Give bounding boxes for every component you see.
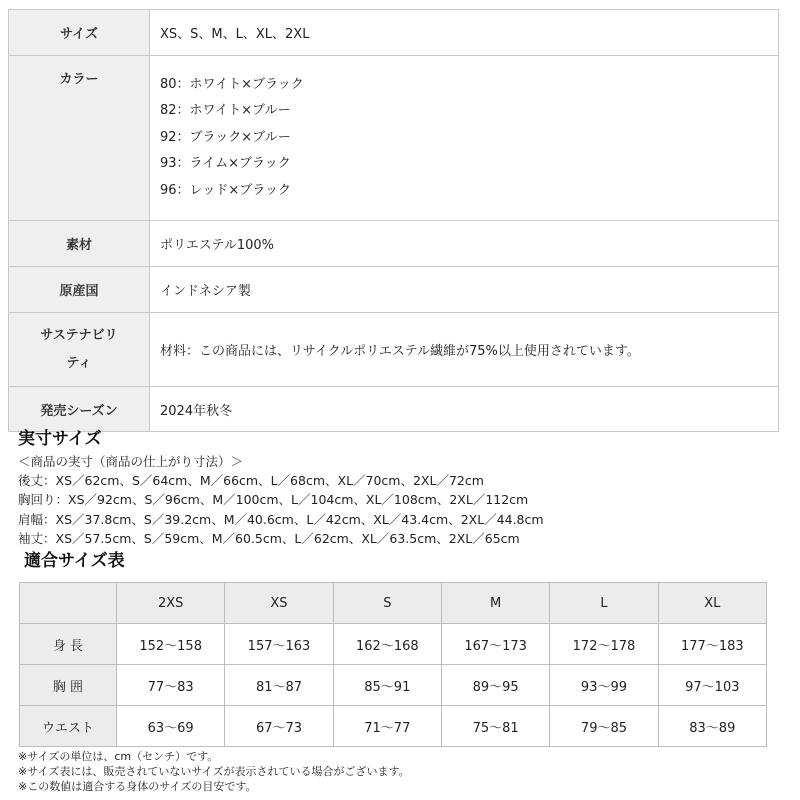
color-item: 80：ホワイト×ブラック: [160, 76, 304, 92]
spec-label: 発売シーズン: [9, 387, 150, 432]
spec-row-size: [9, 10, 779, 56]
size-cell: 77〜83: [117, 665, 225, 706]
spec-row-material: [9, 221, 779, 267]
size-header-row: [20, 583, 767, 624]
size-cell: 85〜91: [333, 665, 441, 706]
size-cell: 177〜183: [658, 624, 766, 665]
measurements-subtitle: ＜商品の実寸（商品の仕上がり寸法）＞: [18, 454, 244, 469]
size-column-header: M: [441, 583, 549, 624]
spec-label: カラー: [9, 56, 150, 221]
size-cell: 167〜173: [441, 624, 549, 665]
size-notes: [18, 749, 410, 794]
size-cell: 97〜103: [658, 665, 766, 706]
spec-value: 2024年秋冬: [150, 387, 779, 432]
size-cell: 75〜81: [441, 706, 549, 747]
size-column-header: L: [550, 583, 658, 624]
size-cell: 81〜87: [225, 665, 333, 706]
spec-label: 素材: [9, 221, 150, 267]
measurement-line: 肩幅：XS／37.8cm、S／39.2cm、M／40.6cm、L／42cm、XL／43.4cm、2XL／44.8cm: [18, 511, 544, 527]
spec-row-season: [9, 387, 779, 432]
size-cell: 89〜95: [441, 665, 549, 706]
size-chart-table: [19, 582, 767, 747]
size-cell: 93〜99: [550, 665, 658, 706]
measurements-block: [18, 452, 544, 548]
size-cell: 157〜163: [225, 624, 333, 665]
size-cell: 67〜73: [225, 706, 333, 747]
size-cell: 152〜158: [117, 624, 225, 665]
size-cell: 162〜168: [333, 624, 441, 665]
spec-label-line: サステナビリ: [40, 327, 118, 343]
measurements-title: 実寸サイズ: [18, 429, 102, 449]
color-item: 82：ホワイト×ブルー: [160, 103, 291, 119]
note-line: ※サイズ表には、販売されていないサイズが表示されている場合がございます。: [18, 765, 410, 778]
spec-label-line: ティ: [66, 355, 92, 371]
size-table-title: 適合サイズ表: [24, 551, 125, 571]
spec-value: インドネシア製: [150, 267, 779, 313]
spec-value: [150, 56, 779, 221]
spec-label: [9, 313, 150, 387]
spec-value: XS、S、M、L、XL、2XL: [150, 10, 779, 56]
spec-value: ポリエステル100%: [150, 221, 779, 267]
size-row-header: ウエスト: [20, 706, 117, 747]
size-column-header: XL: [658, 583, 766, 624]
size-cell: 63〜69: [117, 706, 225, 747]
size-row-height: [20, 624, 767, 665]
measurement-line: 後丈：XS／62cm、S／64cm、M／66cm、L／68cm、XL／70cm、2XL／72cm: [18, 473, 484, 489]
size-cell: 172〜178: [550, 624, 658, 665]
spec-label: 原産国: [9, 267, 150, 313]
size-column-header: 2XS: [117, 583, 225, 624]
measurement-line: 袖丈：XS／57.5cm、S／59cm、M／60.5cm、L／62cm、XL／63.5cm、2XL／65cm: [18, 530, 520, 546]
spec-row-sustainability: [9, 313, 779, 387]
size-column-header: XS: [225, 583, 333, 624]
spec-label: サイズ: [9, 10, 150, 56]
size-cell: 71〜77: [333, 706, 441, 747]
size-cell: 83〜89: [658, 706, 766, 747]
size-row-waist: [20, 706, 767, 747]
color-item: 92：ブラック×ブルー: [160, 129, 291, 145]
color-item: 93：ライム×ブラック: [160, 156, 291, 172]
note-line: ※サイズの単位は、cm（センチ）です。: [18, 750, 219, 763]
size-cell: 79〜85: [550, 706, 658, 747]
size-row-chest: [20, 665, 767, 706]
size-row-header: 胸 囲: [20, 665, 117, 706]
color-item: 96：レッド×ブラック: [160, 182, 292, 198]
size-column-header: S: [333, 583, 441, 624]
note-line: ※この数値は適合する身体のサイズの目安です。: [18, 780, 257, 793]
spec-row-color: [9, 56, 779, 221]
size-row-header: 身 長: [20, 624, 117, 665]
size-table-corner: [20, 583, 117, 624]
color-list: [160, 72, 778, 205]
product-spec-table: [8, 9, 779, 432]
spec-row-origin: [9, 267, 779, 313]
measurement-line: 胸回り：XS／92cm、S／96cm、M／100cm、L／104cm、XL／108cm、2XL／112cm: [18, 492, 529, 508]
spec-value: 材料：この商品には、リサイクルポリエステル繊維が75%以上使用されています。: [150, 313, 779, 387]
